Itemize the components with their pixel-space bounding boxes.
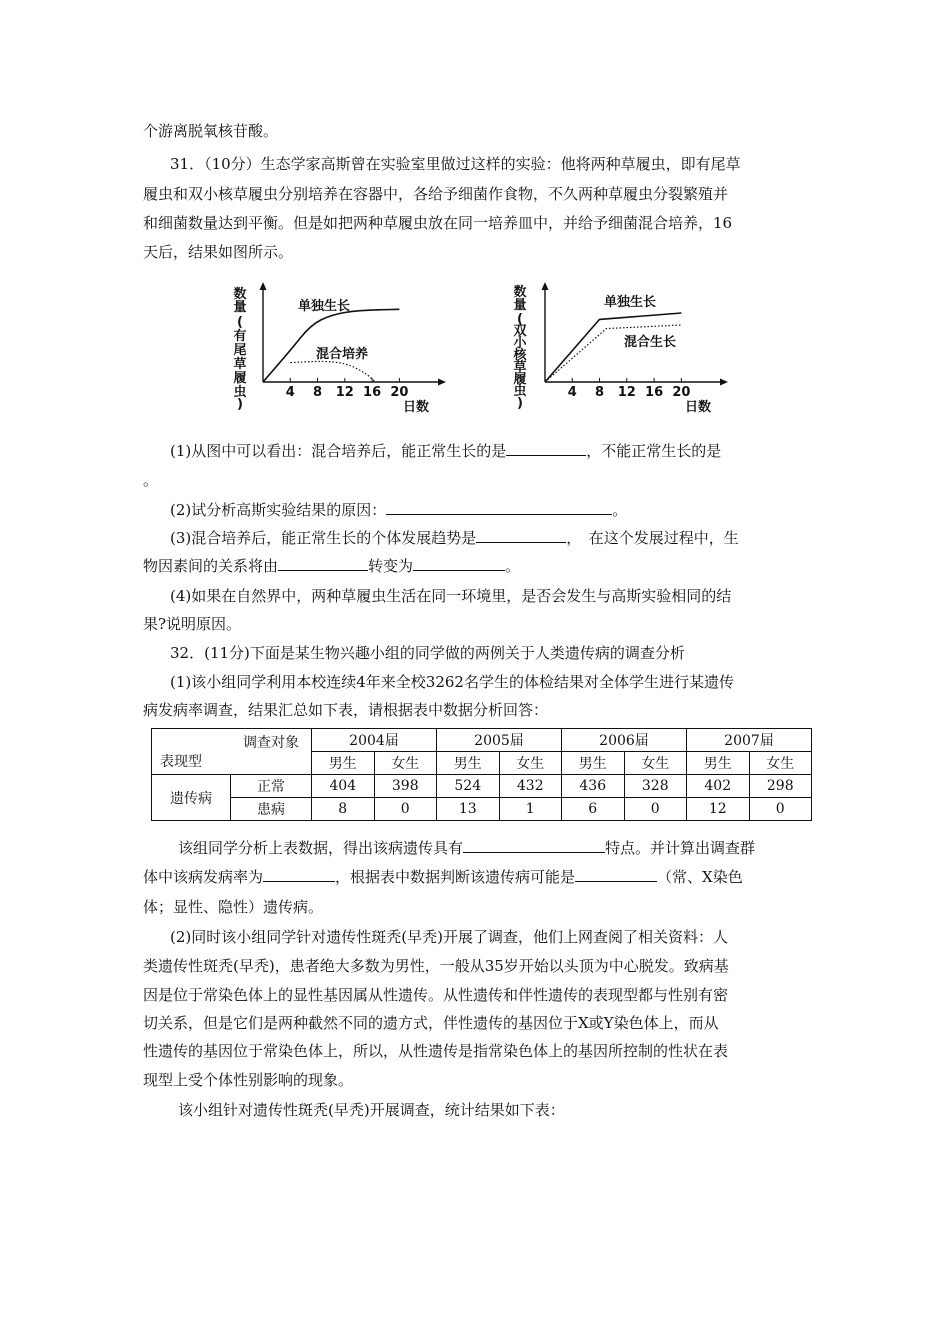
chart2-ylabel-char: 虫 xyxy=(513,384,527,399)
q31-line-1: 31．（10分）生态学家高斯曾在实验室里做过这样的实验：他将两种草履虫，即有尾草 xyxy=(170,155,741,173)
x-tick-label: 16 xyxy=(645,385,664,400)
q32-p2-line-3: 因是位于常染色体上的显性基因属从性遗传。从性遗传和伴性遗传的表现型都与性别有密 xyxy=(143,986,729,1004)
table-cell: 432 xyxy=(499,775,562,798)
q31-s3-text-c: 物因素间的关系将由 xyxy=(143,557,279,575)
chart1-series-mixed xyxy=(290,361,375,382)
chart1-ylabel-char: 草 xyxy=(233,357,247,372)
table-cell: 328 xyxy=(624,775,687,798)
chart-double-nucleus-paramecium xyxy=(508,280,733,415)
q32-a4: ，根据表中数据判断该遗传病可能是 xyxy=(335,868,576,886)
chart1-y-arrow xyxy=(260,282,267,290)
q32-a1: 该组同学分析上表数据，得出该病遗传具有 xyxy=(178,839,464,857)
q32-title: 32．(11分)下面是某生物兴趣小组的同学做的两例关于人类遗传病的调查分析 xyxy=(170,644,685,662)
q31-line-2: 履虫和双小核草履虫分别培养在容器中，各给予细菌作食物，不久两种草履虫分裂繁殖并 xyxy=(143,185,729,203)
q31-s2-text-b: 。 xyxy=(612,501,628,519)
chart2-ylabel-char: ) xyxy=(517,396,523,411)
table-row xyxy=(152,775,812,798)
q31-s2-text-a: (2)试分析高斯实验结果的原因： xyxy=(170,501,387,519)
x-tick-label: 16 xyxy=(363,385,382,400)
x-tick-label: 12 xyxy=(617,385,636,400)
table-cell: 13 xyxy=(437,798,500,821)
q31-s4-line: (4)如果在自然界中，两种草履虫生活在同一环境里，是否会发生与高斯实验相同的结 xyxy=(170,587,732,605)
q32-p2-line-2: 类遗传性斑秃(早秃)，患者绝大多数为男性，一般从35岁开始以头顶为中心脱发。致病基 xyxy=(143,957,729,975)
answer-blank[interactable] xyxy=(278,556,368,571)
table-sex-header: 男生 xyxy=(562,752,625,775)
table-row-label: 患病 xyxy=(231,798,312,821)
q32-a5: （常、X染色 xyxy=(657,868,743,886)
q31-s3-text-a: (3)混合培养后，能正常生长的个体发展趋势是 xyxy=(170,529,477,547)
q32-p1-line-2: 病发病率调查，结果汇总如下表，请根据表中数据分析回答： xyxy=(143,701,549,719)
chart2-label-mixed: 混合生长 xyxy=(624,335,677,350)
chart2-ylabel-char: 量 xyxy=(513,298,527,313)
chart1-label-mixed: 混合培养 xyxy=(316,347,369,362)
q32-p1-line-1: (1)该小组同学利用本校连续4年来全校3262名学生的体检结果对全体学生进行某遗传 xyxy=(170,673,734,691)
answer-blank[interactable] xyxy=(413,556,505,571)
chart2-ylabel-char: 小 xyxy=(513,336,527,351)
x-tick-label: 20 xyxy=(672,385,691,400)
q31-s1-text-a: (1)从图中可以看出：混合培养后，能正常生长的是 xyxy=(170,442,507,460)
table-sex-header: 男生 xyxy=(687,752,750,775)
table-cell: 6 xyxy=(562,798,625,821)
chart2-ylabel-char: ( xyxy=(517,312,523,327)
answer-blank[interactable] xyxy=(386,500,612,515)
chart1-ylabel-char: 数 xyxy=(233,287,247,302)
table-header-row xyxy=(152,729,812,752)
chart1-ylabel-char: ) xyxy=(237,397,243,412)
chart1-ylabel-char: 有 xyxy=(233,329,247,344)
table-cell: 0 xyxy=(749,798,812,821)
x-tick-label: 4 xyxy=(567,385,577,400)
x-tick-label: 20 xyxy=(390,385,409,400)
chart1-xlabel: 日数 xyxy=(402,400,430,415)
table-cell: 404 xyxy=(312,775,375,798)
table-row-label: 正常 xyxy=(231,775,312,798)
chart1-x-arrow xyxy=(438,379,446,386)
q31-s1-line xyxy=(170,441,721,461)
intro-line: 个游离脱氧核苷酸。 xyxy=(143,122,279,140)
chart2-y-arrow xyxy=(542,282,549,290)
chart-tailed-paramecium xyxy=(228,280,453,415)
answer-blank[interactable] xyxy=(463,838,605,853)
q32-a3: 体中该病发病率为 xyxy=(143,868,264,886)
q31-s3-text-d: 转变为 xyxy=(368,557,414,575)
q32-analysis-line-2 xyxy=(143,867,743,887)
table-corner-top: 调查对象 xyxy=(243,735,299,751)
table-year-header: 2007届 xyxy=(687,729,812,752)
chart1-ylabel-char: 虫 xyxy=(233,385,247,400)
chart1-ylabel-char: 量 xyxy=(233,300,247,315)
q32-p2-line-6: 现型上受个体性别影响的现象。 xyxy=(143,1071,354,1089)
table-year-header: 2004届 xyxy=(312,729,437,752)
q31-s4-line-2: 果?说明原因。 xyxy=(143,615,242,633)
q31-s3-text-b: ， 在这个发展过程中，生 xyxy=(566,529,739,547)
q31-line-4: 天后，结果如图所示。 xyxy=(143,243,294,261)
q31-s3-line xyxy=(170,528,739,548)
chart2-xlabel: 日数 xyxy=(684,400,712,415)
table-sex-header: 男生 xyxy=(312,752,375,775)
answer-blank[interactable] xyxy=(263,867,335,882)
chart2-ylabel-char: 履 xyxy=(513,372,527,387)
answer-blank[interactable] xyxy=(575,867,657,882)
survey-table xyxy=(151,728,812,821)
table-cell: 8 xyxy=(312,798,375,821)
table-sex-header: 女生 xyxy=(624,752,687,775)
q32-p2-line-4: 切关系，但是它们是两种截然不同的遗方式，伴性遗传的基因位于X或Y染色体上，而从 xyxy=(143,1014,719,1032)
table-cell: 0 xyxy=(624,798,687,821)
q31-s1-text-b: ，不能正常生长的是 xyxy=(586,442,722,460)
chart2-series-mixed xyxy=(545,325,681,382)
chart2-x-arrow xyxy=(720,379,728,386)
x-tick-label: 8 xyxy=(313,385,323,400)
table-cell: 436 xyxy=(562,775,625,798)
table-corner-bottom: 表现型 xyxy=(160,754,202,770)
q31-s3-line-2 xyxy=(143,556,520,576)
q32-p2-line-5: 性遗传的基因位于常染色体上，所以，从性遗传是指常染色体上的基因所控制的性状在表 xyxy=(143,1042,729,1060)
table-cell: 298 xyxy=(749,775,812,798)
chart1-x-ticks xyxy=(286,378,409,400)
table-sex-header: 女生 xyxy=(374,752,437,775)
q32-p2-line-1: (2)同时该小组同学针对遗传性斑秃(早秃)开展了调查，他们上网查阅了相关资料：人 xyxy=(170,928,728,946)
table-sex-header: 男生 xyxy=(437,752,500,775)
x-tick-label: 8 xyxy=(595,385,605,400)
chart2-ylabel xyxy=(512,284,527,411)
answer-blank[interactable] xyxy=(476,528,566,543)
chart2-ylabel-char: 数 xyxy=(513,285,527,300)
table-cell: 398 xyxy=(374,775,437,798)
table-year-header: 2005届 xyxy=(437,729,562,752)
x-tick-label: 4 xyxy=(285,385,295,400)
chart2-ylabel-char: 草 xyxy=(513,360,527,375)
q31-line-3: 和细菌数量达到平衡。但是如把两种草履虫放在同一培养皿中，并给予细菌混合培养，16 xyxy=(143,214,733,232)
chart1-label-solo: 单独生长 xyxy=(298,299,351,314)
q32-a2: 特点。并计算出调查群 xyxy=(605,839,756,857)
q31-s2-line xyxy=(170,500,627,520)
chart1-ylabel xyxy=(233,286,246,412)
q31-s3-text-e: 。 xyxy=(505,557,521,575)
chart1-ylabel-char: ( xyxy=(237,315,243,330)
q32-analysis-line-1 xyxy=(178,838,755,858)
q32-analysis-line-3: 体；显性、隐性）遗传病。 xyxy=(143,898,324,916)
chart2-x-ticks xyxy=(568,378,691,400)
chart2-ylabel-char: 核 xyxy=(513,348,527,363)
table-row xyxy=(152,798,812,821)
table-sex-header: 女生 xyxy=(499,752,562,775)
chart2-label-solo: 单独生长 xyxy=(604,295,657,310)
table-group-label: 遗传病 xyxy=(152,775,231,821)
table-cell: 1 xyxy=(499,798,562,821)
table-year-header: 2006届 xyxy=(562,729,687,752)
table-cell: 12 xyxy=(687,798,750,821)
chart2-ylabel-char: 双 xyxy=(513,324,527,339)
x-tick-label: 12 xyxy=(335,385,354,400)
q32-p3-line: 该小组针对遗传性斑秃(早秃)开展调查，统计结果如下表： xyxy=(178,1101,565,1119)
table-sex-header: 女生 xyxy=(749,752,812,775)
chart1-series-solo xyxy=(263,309,399,382)
q31-s1-line-2: 。 xyxy=(143,471,159,489)
answer-blank[interactable] xyxy=(506,441,586,456)
table-cell: 524 xyxy=(437,775,500,798)
chart1-ylabel-char: 尾 xyxy=(233,343,247,358)
chart1-ylabel-char: 履 xyxy=(233,371,247,386)
table-cell: 0 xyxy=(374,798,437,821)
table-cell: 402 xyxy=(687,775,750,798)
table-corner-cell xyxy=(152,729,312,775)
